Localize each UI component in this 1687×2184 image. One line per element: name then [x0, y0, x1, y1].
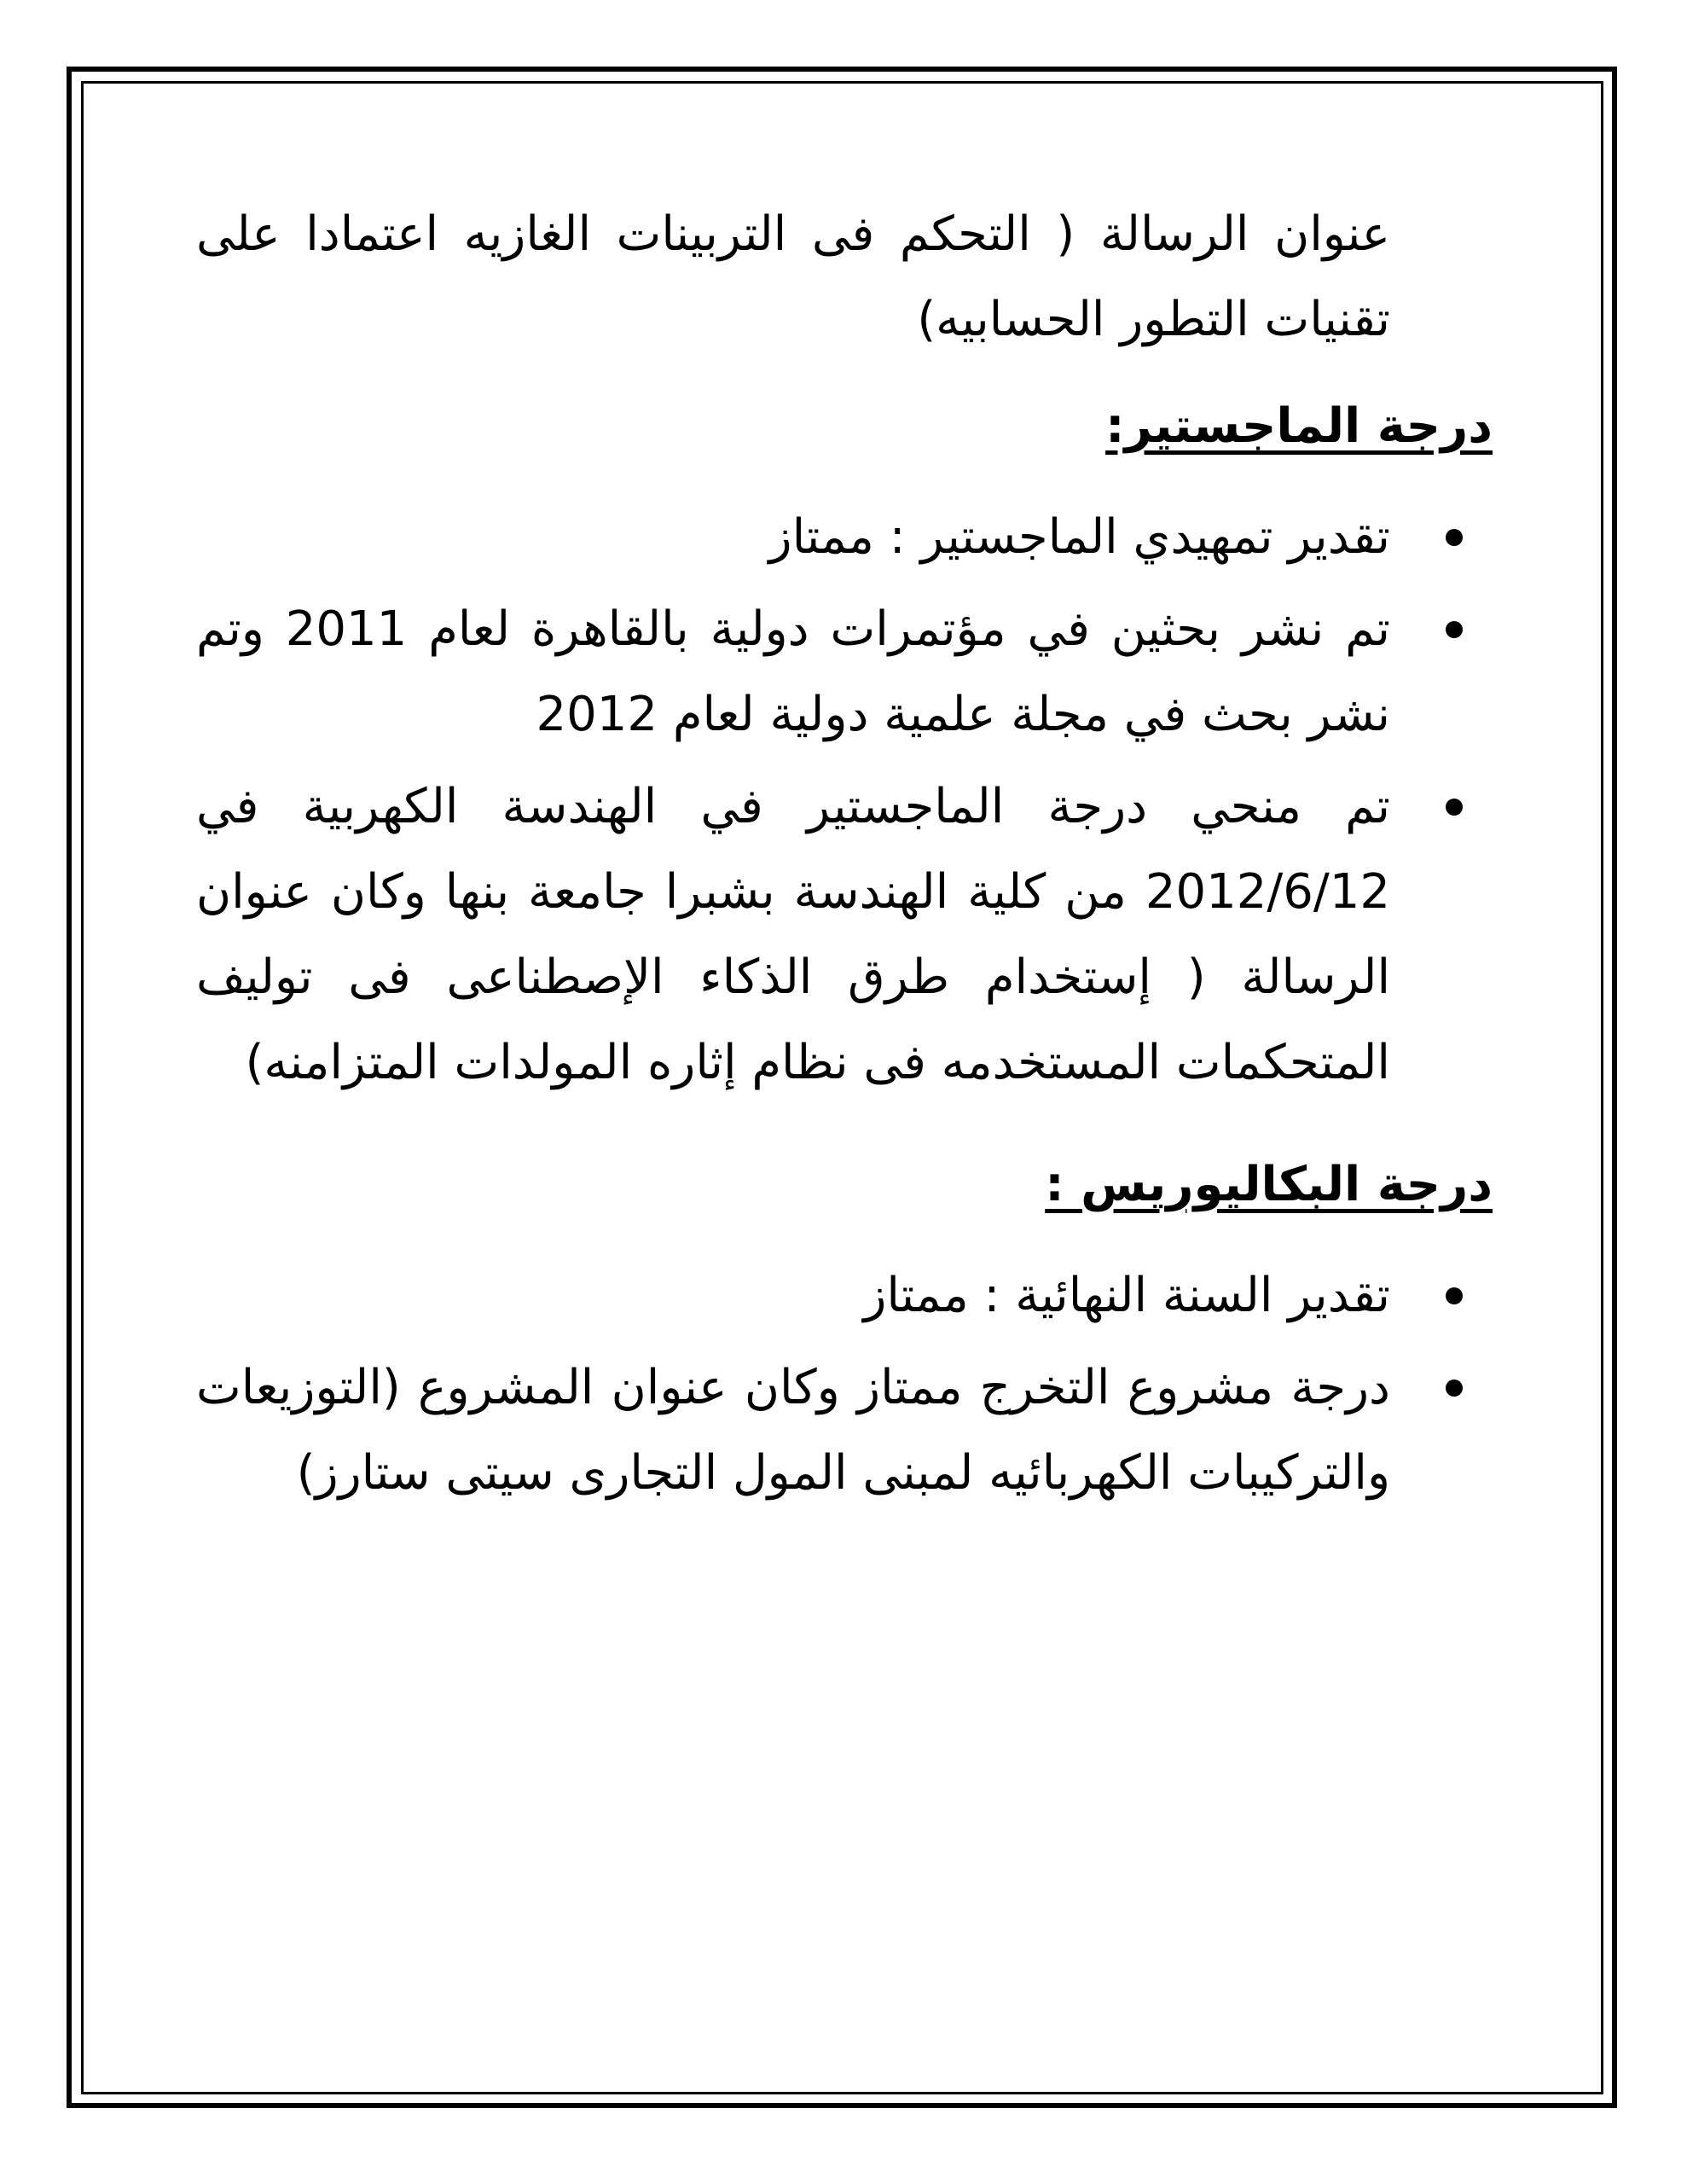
list-item-text: تقدير تمهيدي الماجستير : ممتاز — [768, 509, 1390, 565]
list-item — [196, 764, 1493, 1106]
bachelors-heading: درجة البكاليوريس : — [1045, 1157, 1493, 1212]
bullet-icon — [1446, 1380, 1463, 1397]
list-item — [196, 1345, 1493, 1516]
list-item — [196, 587, 1493, 758]
list-item-text: تم نشر بحثين في مؤتمرات دولية بالقاهرة لعام 2011 وتم نشر بحث في مجلة علمية دولية لعام 2012 — [196, 601, 1390, 742]
doctoral-thesis-title: عنوان الرسالة ( التحكم فى التربينات الغازيه اعتمادا على تقنيات التطور الحسابيه) — [196, 206, 1390, 347]
bachelors-list — [196, 1253, 1493, 1516]
list-item-text: درجة مشروع التخرج ممتاز وكان عنوان المشروع (التوزيعات والتركيبات الكهربائيه لمبنى المول التجارى سيتى ستارز) — [196, 1360, 1390, 1501]
bullet-icon — [1446, 529, 1463, 546]
list-item — [196, 495, 1493, 580]
bullet-icon — [1446, 1287, 1463, 1304]
list-item — [196, 1253, 1493, 1339]
masters-heading: درجة الماجستير: — [1105, 398, 1493, 454]
bullet-icon — [1446, 621, 1463, 638]
list-item-text: تقدير السنة النهائية : ممتاز — [863, 1268, 1390, 1323]
list-item-text: تم منحي درجة الماجستير في الهندسة الكهربية في 2012/6/12 من كلية الهندسة بشبرا جامعة بنها وكان عنوان الرسالة ( إستخدام طرق الذكاء الإصطناعى فى توليف المتحكمات المستخدمه فى نظام إثاره المولدات المتزامنه) — [196, 779, 1390, 1090]
document-content — [196, 192, 1493, 1523]
masters-list — [196, 495, 1493, 1106]
bullet-icon — [1446, 799, 1463, 816]
